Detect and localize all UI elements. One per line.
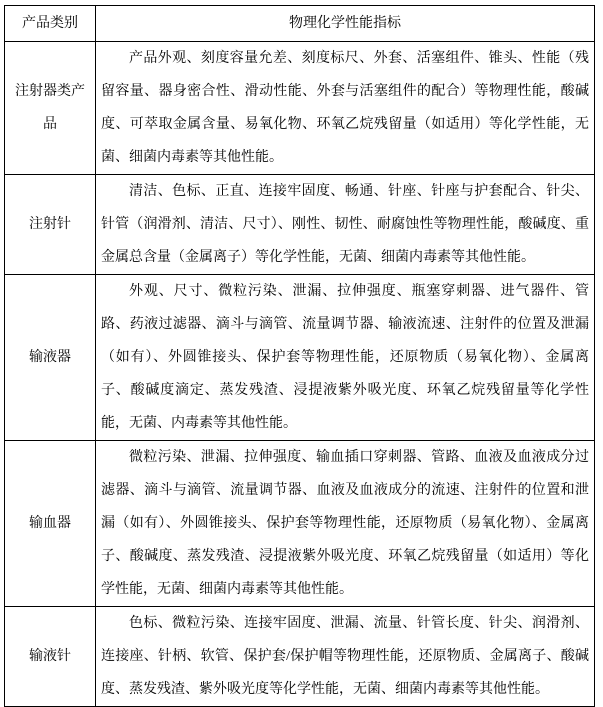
table-row-transfusion-set xyxy=(5,441,595,607)
indicators-cell: 产品外观、刻度容量允差、刻度标尺、外套、活塞组件、锥头、性能（残留容量、器身密合性、滑动性能、外套与活塞组件的配合）等物理性能，酸碱度、可萃取金属含量、易氧化物、环氧乙烷残留量（如适用）等化学性能，无菌、细菌内毒素等其他性能。 xyxy=(96,42,595,175)
indicators-column-header: 物理化学性能指标 xyxy=(96,6,595,42)
indicators-cell: 色标、微粒污染、连接牢固度、泄漏、流量、针管长度、针尖、润滑剂、连接座、针柄、软管、保护套/保护帽等物理性能，还原物质、金属离子、酸碱度、蒸发残渣、紫外吸光度等化学性能，无菌、细菌内毒素等其他性能。 xyxy=(96,607,595,707)
category-cell: 输血器 xyxy=(5,441,96,607)
category-cell: 注射针 xyxy=(5,175,96,275)
table-row-infusion-needle xyxy=(5,607,595,707)
category-cell: 输液针 xyxy=(5,607,96,707)
category-cell: 注射器类产品 xyxy=(5,42,96,175)
table-row-injection-needle xyxy=(5,175,595,275)
indicators-cell: 外观、尺寸、微粒污染、泄漏、拉伸强度、瓶塞穿刺器、进气器件、管路、药液过滤器、滴斗与滴管、流量调节器、输液流速、注射件的位置及泄漏（如有）、外圆锥接头、保护套等物理性能，还原物质（易氧化物）、金属离子、酸碱度滴定、蒸发残渣、浸提液紫外吸光度、环氧乙烷残留量等化学性能，无菌、内毒素等其他性能。 xyxy=(96,275,595,441)
indicators-cell: 微粒污染、泄漏、拉伸强度、输血插口穿刺器、管路、血液及血液成分过滤器、滴斗与滴管、流量调节器、血液及血液成分的流速、注射件的位置和泄漏（如有）、外圆锥接头、保护套等物理性能，还原物质（易氧化物）、金属离子、酸碱度、蒸发残渣、浸提液紫外吸光度、环氧乙烷残留量（如适用）等化学性能，无菌、细菌内毒素等其他性能。 xyxy=(96,441,595,607)
category-cell: 输液器 xyxy=(5,275,96,441)
table-header-row xyxy=(5,6,595,42)
table-row-infusion-set xyxy=(5,275,595,441)
product-spec-table xyxy=(4,5,595,707)
table-row-syringe-products xyxy=(5,42,595,175)
category-column-header: 产品类别 xyxy=(5,6,96,42)
indicators-cell: 清洁、色标、正直、连接牢固度、畅通、针座、针座与护套配合、针尖、针管（润滑剂、清洁、尺寸）、刚性、韧性、耐腐蚀性等物理性能，酸碱度、重金属总含量（金属离子）等化学性能，无菌、细菌内毒素等其他性能。 xyxy=(96,175,595,275)
